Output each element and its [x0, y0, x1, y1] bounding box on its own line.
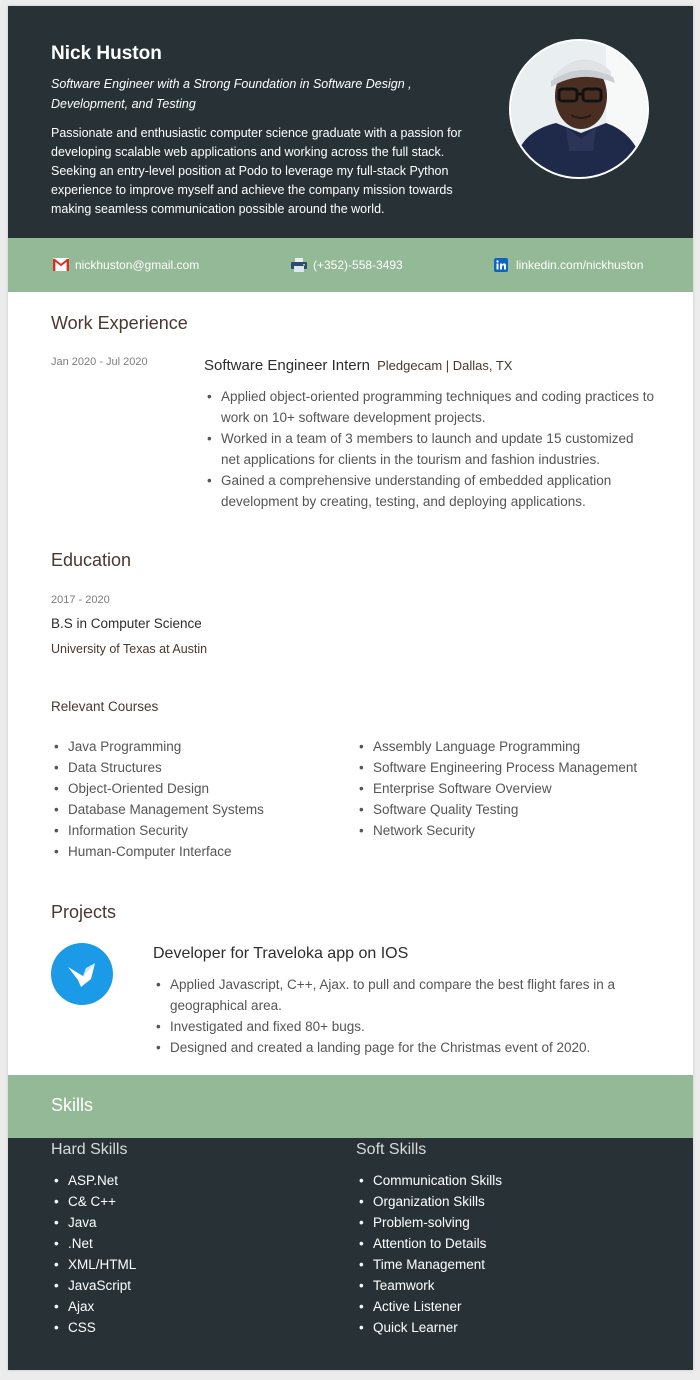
soft-skills-list: [356, 1170, 502, 1338]
course-item: • Human-Computer Interface: [51, 841, 264, 862]
contact-email[interactable]: [53, 257, 199, 273]
skill-item: • Communication Skills: [356, 1170, 502, 1191]
profile-photo-illustration: [511, 41, 649, 179]
job-bullet: • Applied object-oriented programming techniques and coding practices to work on 10+ software development projects.: [204, 386, 654, 428]
linkedin-icon: [494, 258, 510, 272]
gmail-icon: [53, 258, 69, 272]
linkedin-text: linkedin.com/nickhuston: [516, 258, 644, 272]
skill-item: • CSS: [51, 1317, 136, 1338]
course-item: • Database Management Systems: [51, 799, 264, 820]
project-bullet: • Investigated and fixed 80+ bugs.: [153, 1016, 633, 1037]
hard-skills-list: [51, 1170, 136, 1338]
work-experience-heading: Work Experience: [51, 313, 188, 333]
education-date: 2017 - 2020: [51, 594, 110, 606]
traveloka-bird-icon: [51, 943, 113, 1005]
skills-section: [8, 1138, 693, 1370]
job-heading: [204, 357, 512, 374]
profile-photo: [509, 39, 649, 179]
course-item: • Enterprise Software Overview: [356, 778, 637, 799]
candidate-summary: Passionate and enthusiastic computer science graduate with a passion for developing scalable web applications and working across the full stack. Seeking an entry-level position at Podo to leverage my full-stack Python experience to improve myself and achieve the company mission towards making seamless communication possible around the world.: [51, 126, 462, 216]
skill-item: • C& C++: [51, 1191, 136, 1212]
soft-skills-heading: Soft Skills: [356, 1141, 427, 1158]
courses-list-left: [51, 736, 264, 862]
skill-item: • Problem-solving: [356, 1212, 502, 1233]
project-bullet: • Designed and created a landing page for the Christmas event of 2020.: [153, 1037, 633, 1058]
skill-item: • Java: [51, 1212, 136, 1233]
skill-item: • Quick Learner: [356, 1317, 502, 1338]
course-item: • Assembly Language Programming: [356, 736, 637, 757]
job-company: Pledgecam | Dallas, TX: [377, 358, 513, 373]
education-heading: Education: [51, 550, 132, 570]
course-item: • Information Security: [51, 820, 264, 841]
resume-page: [8, 6, 693, 1370]
job-role: Software Engineer Intern: [204, 357, 370, 374]
candidate-name: Nick Huston: [51, 43, 162, 64]
skill-item: • Active Listener: [356, 1296, 502, 1317]
contact-linkedin[interactable]: [494, 257, 643, 273]
courses-list-right: [356, 736, 637, 841]
candidate-subtitle: Software Engineer with a Strong Foundation in Software Design , Development, and Testing: [51, 77, 412, 111]
project-bullet: • Applied Javascript, C++, Ajax. to pull and compare the best flight fares in a geographical area.: [153, 974, 633, 1016]
skill-item: • JavaScript: [51, 1275, 136, 1296]
job-bullet: • Worked in a team of 3 members to launch and update 15 customized net applications for clients in the tourism and fashion industries.: [204, 428, 654, 470]
hard-skills-heading: Hard Skills: [51, 1141, 128, 1158]
resume-header: [8, 6, 693, 238]
course-item: • Network Security: [356, 820, 637, 841]
email-text: nickhuston@gmail.com: [75, 258, 200, 272]
skill-item: • ASP.Net: [51, 1170, 136, 1191]
course-item: • Software Engineering Process Management: [356, 757, 637, 778]
work-date: Jan 2020 - Jul 2020: [51, 356, 148, 368]
skill-item: • Teamwork: [356, 1275, 502, 1296]
course-item: • Object-Oriented Design: [51, 778, 264, 799]
course-item: • Software Quality Testing: [356, 799, 637, 820]
skill-item: • Organization Skills: [356, 1191, 502, 1212]
phone-text: (+352)-558-3493: [313, 258, 403, 272]
skill-item: • Time Management: [356, 1254, 502, 1275]
course-item: • Java Programming: [51, 736, 264, 757]
school: University of Texas at Austin: [51, 642, 208, 656]
project-bullet-list: [153, 974, 633, 1058]
job-bullet-list: [204, 386, 654, 512]
job-bullet: • Gained a comprehensive understanding of embedded application development by creating, testing, and deploying applications.: [204, 470, 654, 512]
projects-heading: Projects: [51, 902, 117, 922]
courses-heading: Relevant Courses: [51, 699, 159, 714]
printer-phone-icon: [291, 258, 307, 272]
contact-bar: [8, 238, 693, 292]
contact-phone[interactable]: [291, 257, 403, 273]
skill-item: • Attention to Details: [356, 1233, 502, 1254]
skill-item: • .Net: [51, 1233, 136, 1254]
skills-band: [8, 1075, 693, 1138]
skill-item: • Ajax: [51, 1296, 136, 1317]
skills-heading: Skills: [51, 1095, 94, 1115]
project-title: Developer for Traveloka app on IOS: [153, 945, 409, 962]
course-item: • Data Structures: [51, 757, 264, 778]
skill-item: • XML/HTML: [51, 1254, 136, 1275]
degree: B.S in Computer Science: [51, 616, 202, 631]
